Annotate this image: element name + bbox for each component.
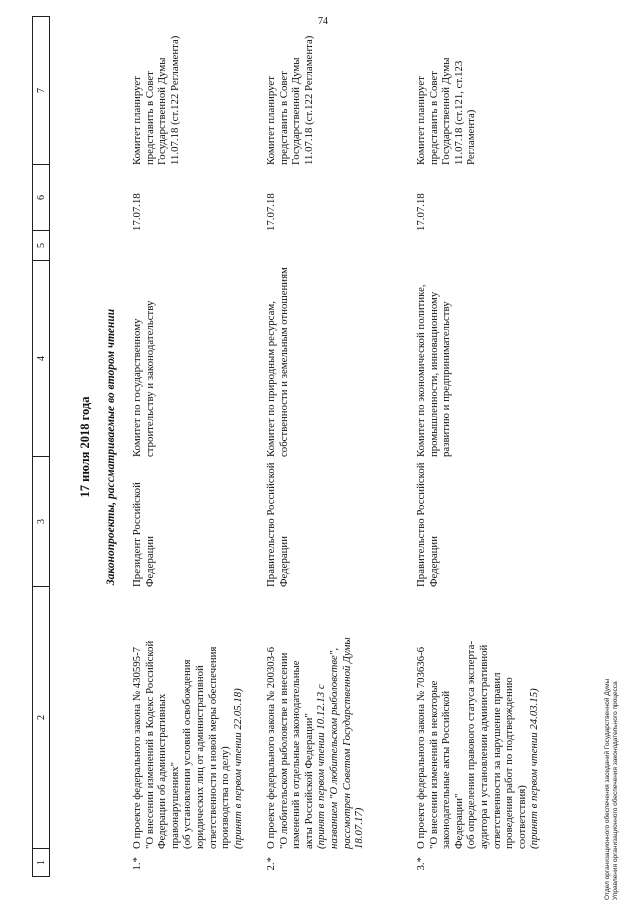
reading-status: (принят в первом чтении 24.03.15) [528, 688, 541, 849]
page-number: 74 [318, 16, 328, 27]
bill-title-line: правонарушениях" [168, 761, 181, 849]
reading-status: 18.07.17) [353, 807, 366, 849]
table-row [131, 17, 265, 877]
review-date: 17.07.18 [415, 193, 427, 231]
bill-title-line: О проекте федерального закона № 200303-6 [265, 646, 277, 849]
col-header-4: 4 [33, 261, 50, 457]
initiator: Правительство Российской Федерации [415, 462, 440, 587]
committee-note: Комитет планирует представить в Совет Государственной Думы 11.07.18 (ст.122 Регламента) [265, 35, 315, 165]
bill-title-line: "О внесении изменений в Кодекс Российской [143, 640, 156, 849]
bill-title-line: законодательные акты Российской [440, 690, 453, 849]
reading-status: (принят в первом чтении 10.12.13 с [315, 684, 328, 849]
review-date: 17.07.18 [131, 193, 143, 231]
table-row [265, 17, 415, 877]
bill-title-line: (об определении правового статуса эксперта- [465, 641, 478, 849]
bill-title [265, 587, 415, 849]
reading-status: (принят в первом чтении 22.05.18) [231, 688, 244, 849]
footer-line: Отдел организационного обеспечения заседаний Государственной Думы [604, 678, 611, 900]
committee-note: Комитет планирует представить в Совет Государственной Думы 11.07.18 (ст.121, ст.123 Регламента) [415, 57, 478, 165]
footer-line: Управления организационного обеспечения законодательного процесса [612, 681, 619, 900]
committee-note: Комитет планирует представить в Совет Государственной Думы 11.07.18 (ст.122 Регламента) [131, 35, 181, 165]
reading-status: рассмотрен Советом Государственной Думы [340, 637, 353, 849]
table-row [415, 17, 541, 877]
footer [604, 679, 620, 900]
bill-title-line: производства по делу) [219, 746, 232, 849]
col-header-2: 2 [33, 587, 50, 849]
bill-title-line: Федерации об административных [156, 693, 169, 849]
responsible-committee: Комитет по экономической политике, промышленности, инновационному развитию и предпринимательству [415, 284, 453, 457]
col-header-7: 7 [33, 17, 50, 165]
bill-title-line: Федерации" [452, 793, 465, 849]
section-heading: Законопроекты, рассматриваемые во втором чтении [105, 308, 117, 586]
bill-title-line: соответствия) [515, 785, 528, 849]
bill-title-line: ответственности и новой меры обеспечения [206, 646, 219, 849]
bill-title-line: юридических лиц от административной [193, 665, 206, 849]
bill-title-line: О проекте федерального закона № 703636-6 [415, 646, 427, 849]
responsible-committee: Комитет по природным ресурсам, собственности и земельным отношениям [265, 267, 290, 457]
reading-status: названием "О любительском рыболовстве", [327, 647, 340, 849]
review-date: 17.07.18 [265, 193, 277, 231]
row-number: 1.* [131, 857, 143, 871]
column-5 [131, 231, 265, 261]
rotated-sheet [32, 17, 624, 877]
bills-table [131, 17, 541, 877]
responsible-committee: Комитет по государственному строительству и законодательству [131, 300, 156, 457]
row-number: 2.* [265, 857, 277, 871]
column-5 [265, 231, 415, 261]
bill-title-line: акты Российской Федерации" [302, 713, 315, 849]
bill-title-line: аудитора и установлении административной [477, 644, 490, 849]
bill-title-line: проведения работ по подтверждению [503, 677, 516, 849]
col-header-6: 6 [33, 165, 50, 231]
col-header-1: 1 [33, 849, 50, 877]
initiator: Президент Российской Федерации [131, 482, 156, 587]
initiator: Правительство Российской Федерации [265, 462, 290, 587]
bill-title-line: изменений в отдельные законодательные [290, 660, 303, 849]
bill-title-line: ответственности за нарушение правил [490, 672, 503, 849]
bill-title [131, 587, 265, 849]
column-header-row [32, 16, 50, 877]
bill-title-line: "О любительском рыболовстве и внесении [277, 652, 290, 849]
row-number: 3.* [415, 857, 427, 871]
bill-title [415, 587, 541, 849]
date-heading: 17 июля 2018 года [78, 396, 92, 498]
bill-title-line: (об установлении условий освобождения [181, 659, 194, 849]
bill-title-line: О проекте федерального закона № 430595-7 [131, 646, 143, 849]
col-header-3: 3 [33, 457, 50, 587]
bill-title-line: "О внесении изменений в некоторые [427, 680, 440, 849]
column-5 [415, 231, 541, 261]
col-header-5: 5 [33, 231, 50, 261]
